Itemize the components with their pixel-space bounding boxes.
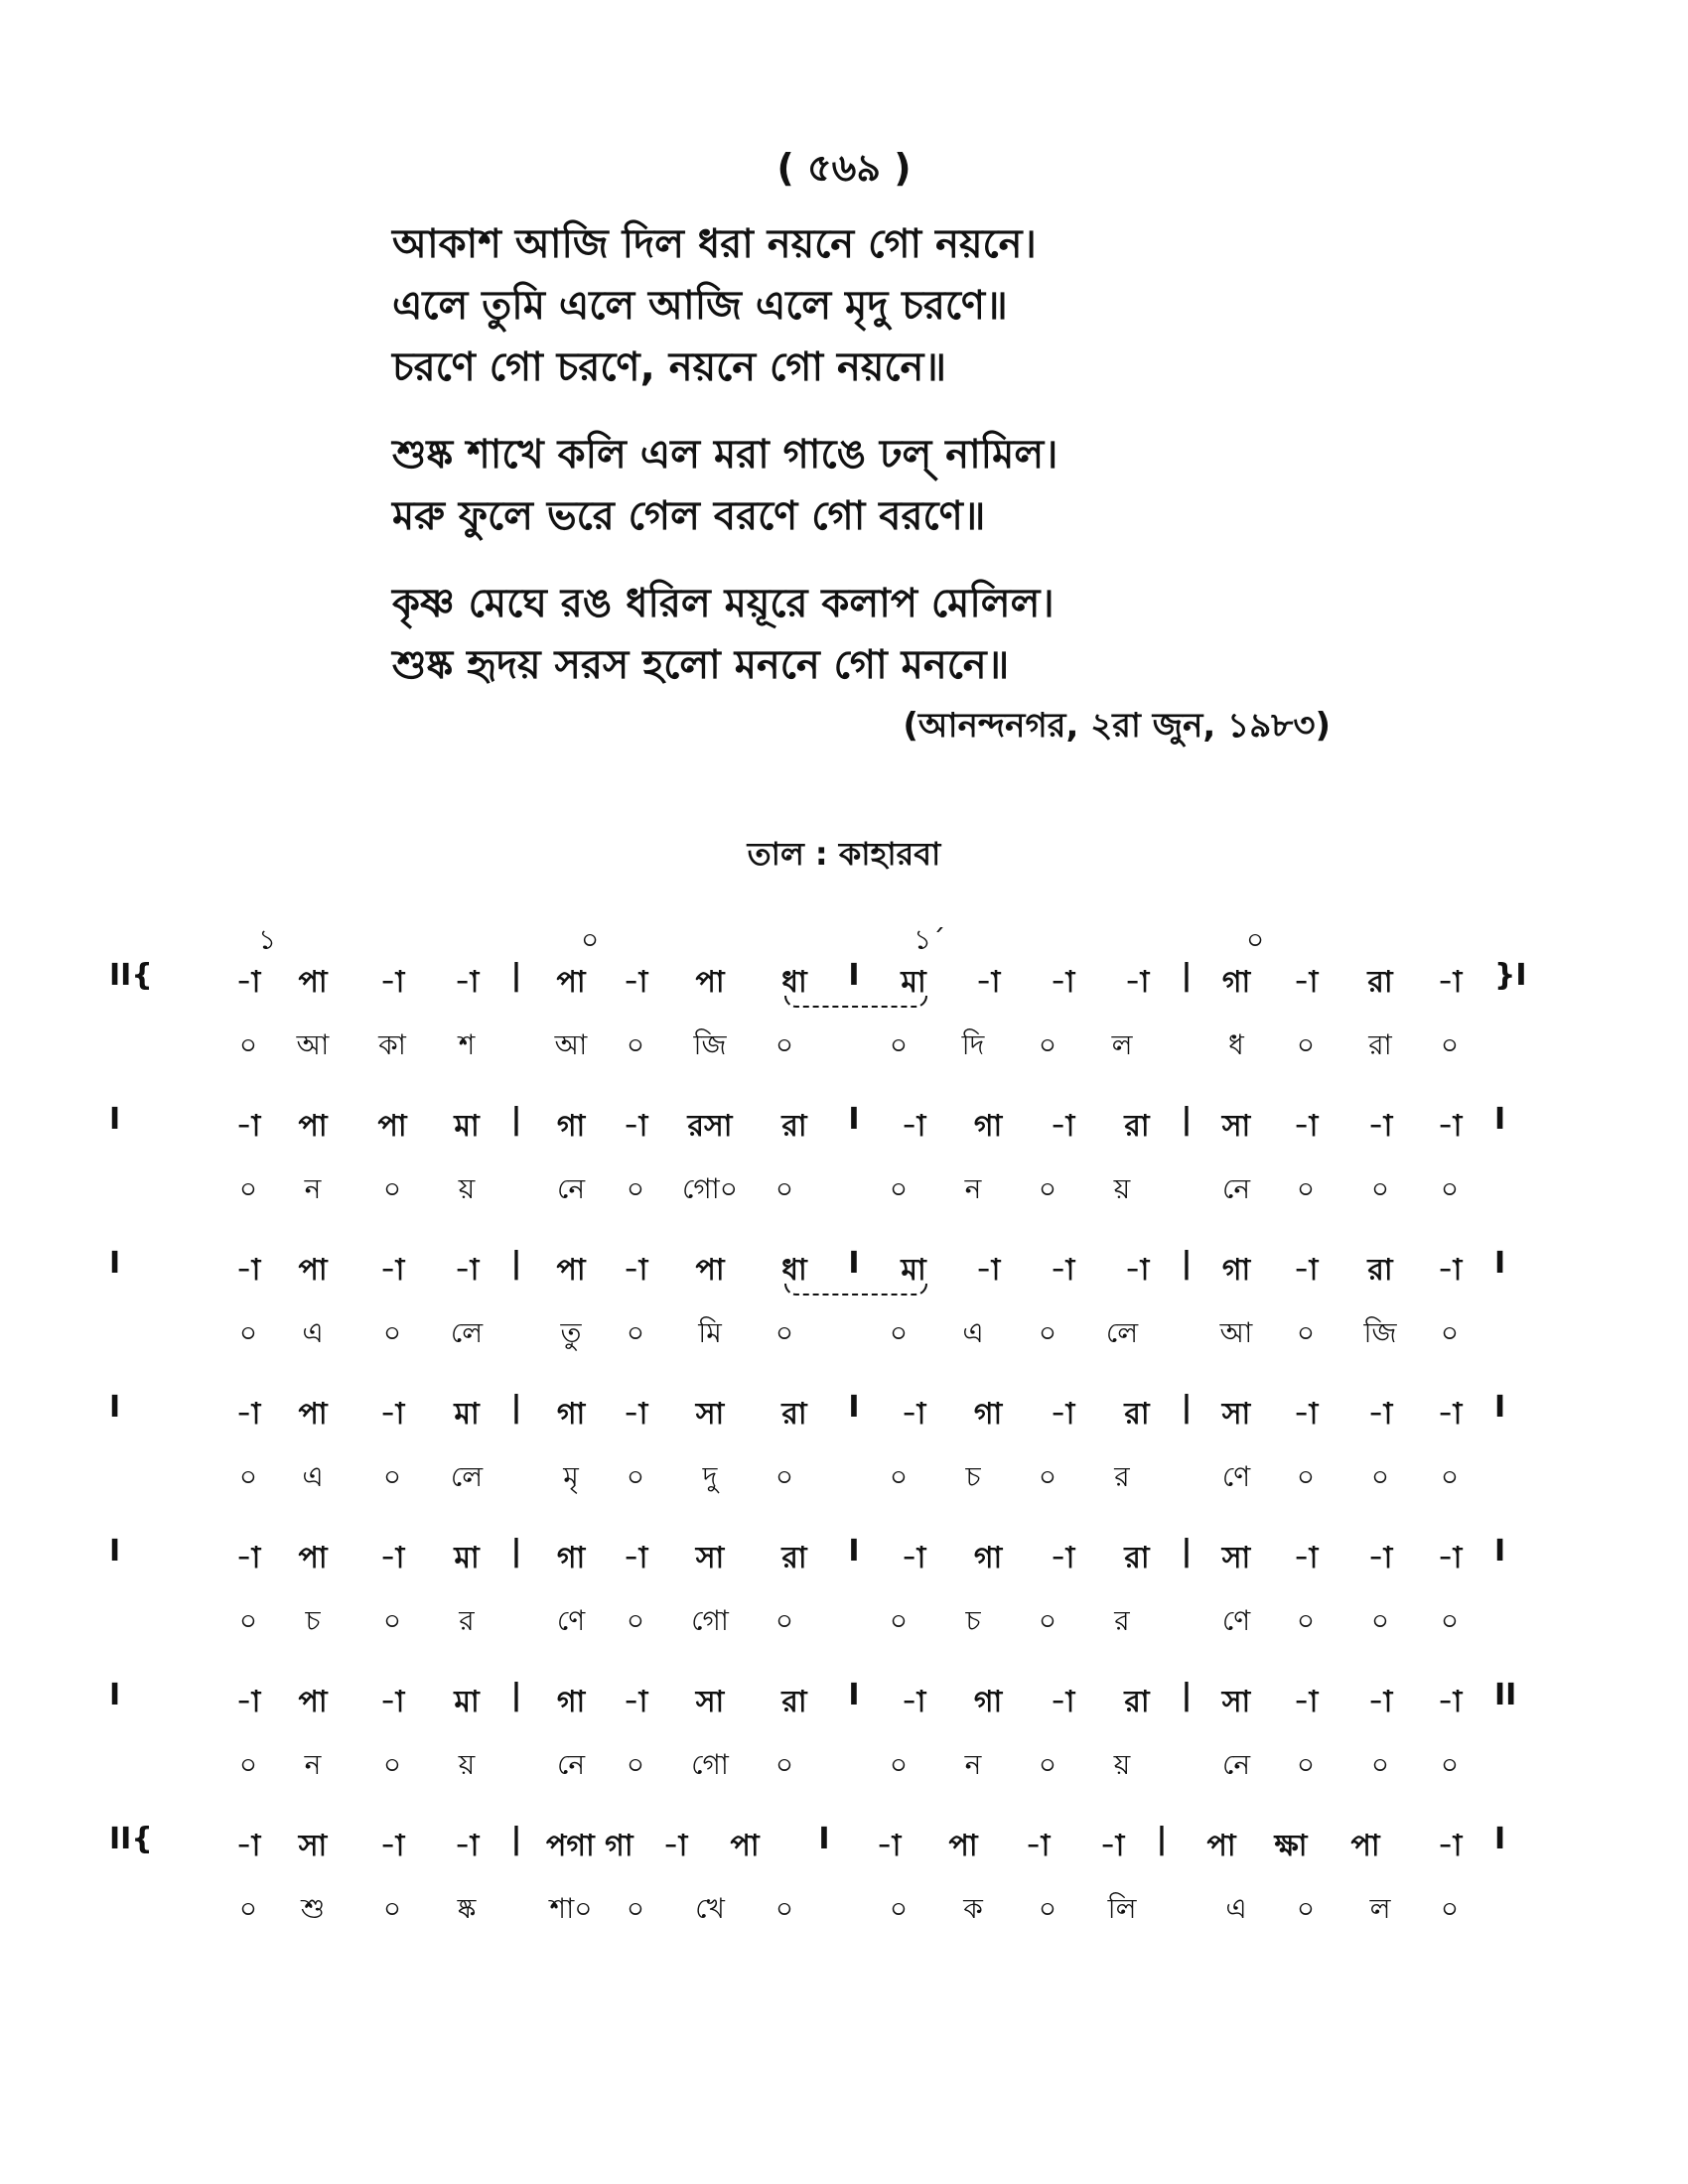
beat-mark: ১´ xyxy=(914,923,946,956)
syllable: ০ xyxy=(1440,1604,1460,1637)
barline: | xyxy=(510,958,522,993)
syllable: ০ xyxy=(238,1316,258,1349)
syllable: ০ xyxy=(626,1892,645,1925)
row-open-barline: II{ xyxy=(109,1822,153,1856)
syllable: তু xyxy=(560,1316,582,1349)
note: -া xyxy=(1437,1829,1463,1863)
note: -া xyxy=(623,1685,648,1719)
note: -া xyxy=(1050,965,1075,1000)
row-open-barline: I xyxy=(109,1390,121,1425)
note: গা xyxy=(1221,1253,1251,1288)
syllable: ০ xyxy=(382,1748,402,1781)
note: -া xyxy=(235,1829,261,1863)
beat-marks xyxy=(0,918,1688,958)
note: -া xyxy=(1293,965,1319,1000)
note: রা xyxy=(1124,1109,1150,1144)
row-close-barline: I xyxy=(1494,1390,1506,1425)
syllable: গো xyxy=(691,1748,729,1781)
syllable: ০ xyxy=(1370,1172,1390,1205)
note: পা xyxy=(298,1397,328,1432)
syllable: ণে xyxy=(1221,1604,1251,1637)
note: -া xyxy=(1025,1829,1051,1863)
barline: | xyxy=(1181,1390,1193,1425)
barline: I xyxy=(848,1534,860,1569)
note: ক্ষা xyxy=(1274,1829,1308,1863)
note: -া xyxy=(379,1541,405,1575)
beat-mark: ০ xyxy=(1246,923,1265,956)
note: পগা গা xyxy=(546,1829,633,1863)
syllable: কা xyxy=(378,1028,406,1061)
note: -া xyxy=(623,1253,648,1288)
note: রা xyxy=(781,1397,807,1432)
note: -া xyxy=(1437,1685,1463,1719)
note: পা xyxy=(695,1253,725,1288)
syllable: ণে xyxy=(1221,1460,1251,1493)
note: রসা xyxy=(687,1109,733,1144)
row-close-barline: I xyxy=(1494,1246,1506,1281)
note: -া xyxy=(379,965,405,1000)
slur-mark xyxy=(784,1284,927,1296)
note: -া xyxy=(1293,1109,1319,1144)
note: সা xyxy=(1221,1397,1251,1432)
syllable: ০ xyxy=(1370,1460,1390,1493)
syllable: ০ xyxy=(1038,1460,1057,1493)
lyrics-block xyxy=(392,213,1385,722)
note: -া xyxy=(623,1397,648,1432)
syllable: আ xyxy=(554,1028,588,1061)
note: -া xyxy=(1050,1541,1075,1575)
note: রা xyxy=(1124,1397,1150,1432)
syllable: নে xyxy=(556,1172,586,1205)
note: -া xyxy=(901,1685,926,1719)
syllable: দু xyxy=(702,1460,718,1493)
syllable: ন xyxy=(964,1172,982,1205)
note: গা xyxy=(973,1397,1003,1432)
note: গা xyxy=(556,1109,586,1144)
syllable: ০ xyxy=(1296,1316,1316,1349)
note: -া xyxy=(235,1541,261,1575)
syllable: লে xyxy=(450,1460,484,1493)
barline: | xyxy=(1181,1678,1193,1712)
note: গা xyxy=(973,1109,1003,1144)
barline: | xyxy=(510,1246,522,1281)
syllable: ০ xyxy=(238,1748,258,1781)
note: -া xyxy=(901,1541,926,1575)
syllable: ল xyxy=(1369,1892,1391,1925)
note: -া xyxy=(975,965,1001,1000)
syllable: গো xyxy=(691,1604,729,1637)
note: ধা xyxy=(781,1253,807,1288)
page-number: ( ৫৬৯ ) xyxy=(776,146,912,190)
syllable: শ xyxy=(458,1028,476,1061)
note: মা xyxy=(454,1109,480,1144)
note: -া xyxy=(1050,1397,1075,1432)
syllable: ০ xyxy=(1440,1316,1460,1349)
notation-block xyxy=(0,958,1688,1931)
note: -া xyxy=(379,1397,405,1432)
syllable: ০ xyxy=(1296,1604,1316,1637)
syllable: ষ্ক xyxy=(457,1892,477,1925)
note: রা xyxy=(1367,1253,1393,1288)
note: মা xyxy=(901,965,926,1000)
note: -া xyxy=(1437,1253,1463,1288)
syllable: মৃ xyxy=(563,1460,579,1493)
syllable: ০ xyxy=(626,1604,645,1637)
syllable: ০ xyxy=(238,1172,258,1205)
lyric-stanza xyxy=(392,573,1385,696)
note: -া xyxy=(235,965,261,1000)
syllable: ০ xyxy=(889,1028,909,1061)
syllable: ০ xyxy=(1038,1748,1057,1781)
note: রা xyxy=(781,1685,807,1719)
syllable: য় xyxy=(1113,1748,1131,1781)
barline: I xyxy=(818,1822,830,1856)
note: মা xyxy=(454,1685,480,1719)
barline: I xyxy=(848,1246,860,1281)
syllable: চ xyxy=(965,1460,981,1493)
syllable: র xyxy=(1114,1604,1130,1637)
note: -া xyxy=(1437,1109,1463,1144)
row-open-barline: I xyxy=(109,1246,121,1281)
syllable: ০ xyxy=(238,1460,258,1493)
syllable: ০ xyxy=(382,1460,402,1493)
note: -া xyxy=(1367,1109,1393,1144)
syllable: ন xyxy=(964,1748,982,1781)
syllable: এ xyxy=(302,1460,324,1493)
note: -া xyxy=(379,1685,405,1719)
note: রা xyxy=(781,1541,807,1575)
note: গা xyxy=(556,1541,586,1575)
note: -া xyxy=(454,1253,480,1288)
barline: I xyxy=(848,1390,860,1425)
syllable: ০ xyxy=(238,1892,258,1925)
syllable: ০ xyxy=(382,1892,402,1925)
note: -া xyxy=(235,1109,261,1144)
syllable: জি xyxy=(693,1028,727,1061)
syllable: শু xyxy=(300,1892,326,1925)
lyric-line: মরু ফুলে ভরে গেল বরণে গো বরণে॥ xyxy=(392,493,986,539)
syllable: ০ xyxy=(238,1604,258,1637)
note: গা xyxy=(556,1397,586,1432)
note: -া xyxy=(1293,1685,1319,1719)
syllable: ল xyxy=(1111,1028,1133,1061)
note: -া xyxy=(623,1109,648,1144)
syllable: ০ xyxy=(626,1460,645,1493)
composition-dateline: (আনন্দনগর, ২রা জুন, ১৯৮৩) xyxy=(903,706,1331,746)
syllable: চ xyxy=(965,1604,981,1637)
note: সা xyxy=(1221,1109,1251,1144)
note: -া xyxy=(1124,965,1150,1000)
syllable: লি xyxy=(1107,1892,1137,1925)
note: রা xyxy=(1124,1541,1150,1575)
syllable: ০ xyxy=(889,1604,909,1637)
lyric-line: এলে তুমি এলে আজি এলে মৃদু চরণে॥ xyxy=(392,283,1008,329)
notation-row xyxy=(0,1390,1688,1534)
note: -া xyxy=(1437,1541,1463,1575)
note: পা xyxy=(948,1829,978,1863)
note: পা xyxy=(298,1253,328,1288)
syllable: খে xyxy=(695,1892,725,1925)
note: রা xyxy=(781,1109,807,1144)
barline: | xyxy=(1181,958,1193,993)
syllable: র xyxy=(459,1604,475,1637)
syllable: ০ xyxy=(1296,1460,1316,1493)
note: গা xyxy=(556,1685,586,1719)
syllable: য় xyxy=(458,1172,476,1205)
syllable: ০ xyxy=(238,1028,258,1061)
note: -া xyxy=(1367,1397,1393,1432)
barline: I xyxy=(848,1102,860,1137)
syllable: ০ xyxy=(889,1316,909,1349)
syllable: ০ xyxy=(626,1316,645,1349)
syllable: আ xyxy=(1219,1316,1253,1349)
note: মা xyxy=(901,1253,926,1288)
row-open-barline: I xyxy=(109,1678,121,1712)
syllable: রা xyxy=(1368,1028,1392,1061)
barline: | xyxy=(1156,1822,1168,1856)
lyric-line: শুষ্ক শাখে কলি এল মরা গাঙে ঢল্ নামিল। xyxy=(392,432,1058,478)
row-open-barline: II{ xyxy=(109,958,153,993)
note: পা xyxy=(298,1541,328,1575)
syllable: লে xyxy=(1105,1316,1139,1349)
syllable: ক xyxy=(963,1892,983,1925)
notation-row xyxy=(0,1534,1688,1678)
lyric-line: কৃষ্ণ মেঘে রঙ ধরিল ময়ূরে কলাপ মেলিল। xyxy=(392,581,1055,626)
barline: | xyxy=(1181,1534,1193,1569)
row-close-barline: II xyxy=(1494,1678,1517,1712)
note: -া xyxy=(901,1109,926,1144)
note: -া xyxy=(1293,1253,1319,1288)
note: মা xyxy=(454,1541,480,1575)
syllable: ০ xyxy=(889,1172,909,1205)
syllable: ০ xyxy=(774,1316,794,1349)
note: -া xyxy=(1099,1829,1125,1863)
note: -া xyxy=(379,1829,405,1863)
syllable: য় xyxy=(458,1748,476,1781)
barline: I xyxy=(848,1678,860,1712)
note: পা xyxy=(377,1109,407,1144)
syllable: ০ xyxy=(1038,1172,1057,1205)
syllable: নে xyxy=(556,1748,586,1781)
note: পা xyxy=(1206,1829,1236,1863)
lyric-stanza xyxy=(392,424,1385,547)
barline: | xyxy=(510,1822,522,1856)
note: রা xyxy=(1124,1685,1150,1719)
syllable: এ xyxy=(302,1316,324,1349)
note: সা xyxy=(1221,1541,1251,1575)
syllable: ধ xyxy=(1228,1028,1244,1061)
syllable: ০ xyxy=(1296,1892,1316,1925)
note: -া xyxy=(454,1829,480,1863)
syllable: দি xyxy=(961,1028,985,1061)
syllable: জি xyxy=(1363,1316,1397,1349)
note: -া xyxy=(1050,1685,1075,1719)
barline: I xyxy=(848,958,860,993)
note: সা xyxy=(695,1541,725,1575)
note: পা xyxy=(730,1829,760,1863)
syllable: ০ xyxy=(1370,1748,1390,1781)
syllable: ন xyxy=(304,1748,322,1781)
note: -া xyxy=(901,1397,926,1432)
row-close-barline: I xyxy=(1494,1822,1506,1856)
notation-row xyxy=(0,958,1688,1102)
lyric-line: আকাশ আজি দিল ধরা নয়নে গো নয়নে। xyxy=(392,221,1037,267)
note: পা xyxy=(298,1685,328,1719)
note: রা xyxy=(1367,965,1393,1000)
syllable: ন xyxy=(304,1172,322,1205)
syllable: ০ xyxy=(1296,1748,1316,1781)
note: সা xyxy=(695,1685,725,1719)
note: -া xyxy=(1050,1109,1075,1144)
note: গা xyxy=(973,1541,1003,1575)
notation-row xyxy=(0,1102,1688,1246)
syllable: ০ xyxy=(1296,1172,1316,1205)
syllable: ০ xyxy=(774,1748,794,1781)
note: -া xyxy=(1437,1397,1463,1432)
barline: | xyxy=(510,1534,522,1569)
barline: | xyxy=(510,1102,522,1137)
syllable: ০ xyxy=(1440,1748,1460,1781)
row-open-barline: I xyxy=(109,1534,121,1569)
note: -া xyxy=(662,1829,688,1863)
syllable: গো০ xyxy=(681,1172,739,1205)
beat-mark: ১ xyxy=(258,923,277,956)
note: পা xyxy=(298,1109,328,1144)
syllable: ০ xyxy=(889,1460,909,1493)
row-open-barline: I xyxy=(109,1102,121,1137)
syllable: আ xyxy=(296,1028,330,1061)
syllable: ০ xyxy=(1440,1460,1460,1493)
note: -া xyxy=(454,965,480,1000)
syllable: ০ xyxy=(774,1172,794,1205)
syllable: ০ xyxy=(626,1172,645,1205)
syllable: ০ xyxy=(1440,1028,1460,1061)
barline: | xyxy=(510,1678,522,1712)
note: -া xyxy=(623,1541,648,1575)
syllable: ০ xyxy=(889,1748,909,1781)
syllable: ০ xyxy=(382,1604,402,1637)
syllable: চ xyxy=(305,1604,321,1637)
note: -া xyxy=(235,1685,261,1719)
syllable: ০ xyxy=(774,1460,794,1493)
lyric-line: শুষ্ক হৃদয় সরস হলো মননে গো মননে॥ xyxy=(392,642,1010,688)
tal-heading: তাল : কাহারবা xyxy=(747,835,941,873)
syllable: ০ xyxy=(1440,1172,1460,1205)
barline: | xyxy=(1181,1102,1193,1137)
row-close-barline: }I xyxy=(1494,958,1527,993)
syllable: র xyxy=(1114,1460,1130,1493)
beat-mark: ০ xyxy=(581,923,600,956)
note: -া xyxy=(1367,1541,1393,1575)
note: -া xyxy=(1293,1397,1319,1432)
syllable: শা০ xyxy=(549,1892,593,1925)
note: সা xyxy=(1221,1685,1251,1719)
barline: | xyxy=(1181,1246,1193,1281)
note: পা xyxy=(1350,1829,1380,1863)
note: -া xyxy=(1050,1253,1075,1288)
syllable: এ xyxy=(1225,1892,1247,1925)
notation-row xyxy=(0,1822,1688,1931)
syllable: ০ xyxy=(382,1316,402,1349)
lyric-line: চরণে গো চরণে, নয়নে গো নয়নে॥ xyxy=(392,344,947,390)
note: -া xyxy=(235,1397,261,1432)
syllable: ০ xyxy=(1370,1604,1390,1637)
lyric-stanza xyxy=(392,213,1385,398)
note: -া xyxy=(235,1253,261,1288)
syllable: ০ xyxy=(382,1172,402,1205)
syllable: ০ xyxy=(774,1604,794,1637)
syllable: ০ xyxy=(1440,1892,1460,1925)
syllable: ০ xyxy=(889,1892,909,1925)
note: -া xyxy=(623,965,648,1000)
note: সা xyxy=(298,1829,328,1863)
note: সা xyxy=(695,1397,725,1432)
note: গা xyxy=(973,1685,1003,1719)
syllable: এ xyxy=(962,1316,984,1349)
note: -া xyxy=(1367,1685,1393,1719)
syllable: মি xyxy=(698,1316,722,1349)
notation-row xyxy=(0,1678,1688,1822)
row-close-barline: I xyxy=(1494,1102,1506,1137)
note: পা xyxy=(556,965,586,1000)
note: পা xyxy=(556,1253,586,1288)
note: -া xyxy=(1124,1253,1150,1288)
slur-mark xyxy=(784,996,927,1008)
syllable: ণে xyxy=(556,1604,586,1637)
syllable: ০ xyxy=(626,1028,645,1061)
syllable: ০ xyxy=(626,1748,645,1781)
syllable: ০ xyxy=(1038,1892,1057,1925)
syllable: নে xyxy=(1221,1172,1251,1205)
syllable: নে xyxy=(1221,1748,1251,1781)
syllable: ০ xyxy=(1296,1028,1316,1061)
syllable: য় xyxy=(1113,1172,1131,1205)
syllable: ০ xyxy=(1038,1316,1057,1349)
barline: | xyxy=(510,1390,522,1425)
syllable: ০ xyxy=(774,1892,794,1925)
notation-row xyxy=(0,1246,1688,1390)
note: গা xyxy=(1221,965,1251,1000)
note: পা xyxy=(695,965,725,1000)
row-close-barline: I xyxy=(1494,1534,1506,1569)
note: -া xyxy=(876,1829,902,1863)
syllable: ০ xyxy=(1038,1604,1057,1637)
note: -া xyxy=(1293,1541,1319,1575)
syllable: ০ xyxy=(1038,1028,1057,1061)
syllable: লে xyxy=(450,1316,484,1349)
note: ধা xyxy=(781,965,807,1000)
note: মা xyxy=(454,1397,480,1432)
note: -া xyxy=(1437,965,1463,1000)
syllable: ০ xyxy=(774,1028,794,1061)
note: -া xyxy=(379,1253,405,1288)
note: -া xyxy=(975,1253,1001,1288)
note: পা xyxy=(298,965,328,1000)
